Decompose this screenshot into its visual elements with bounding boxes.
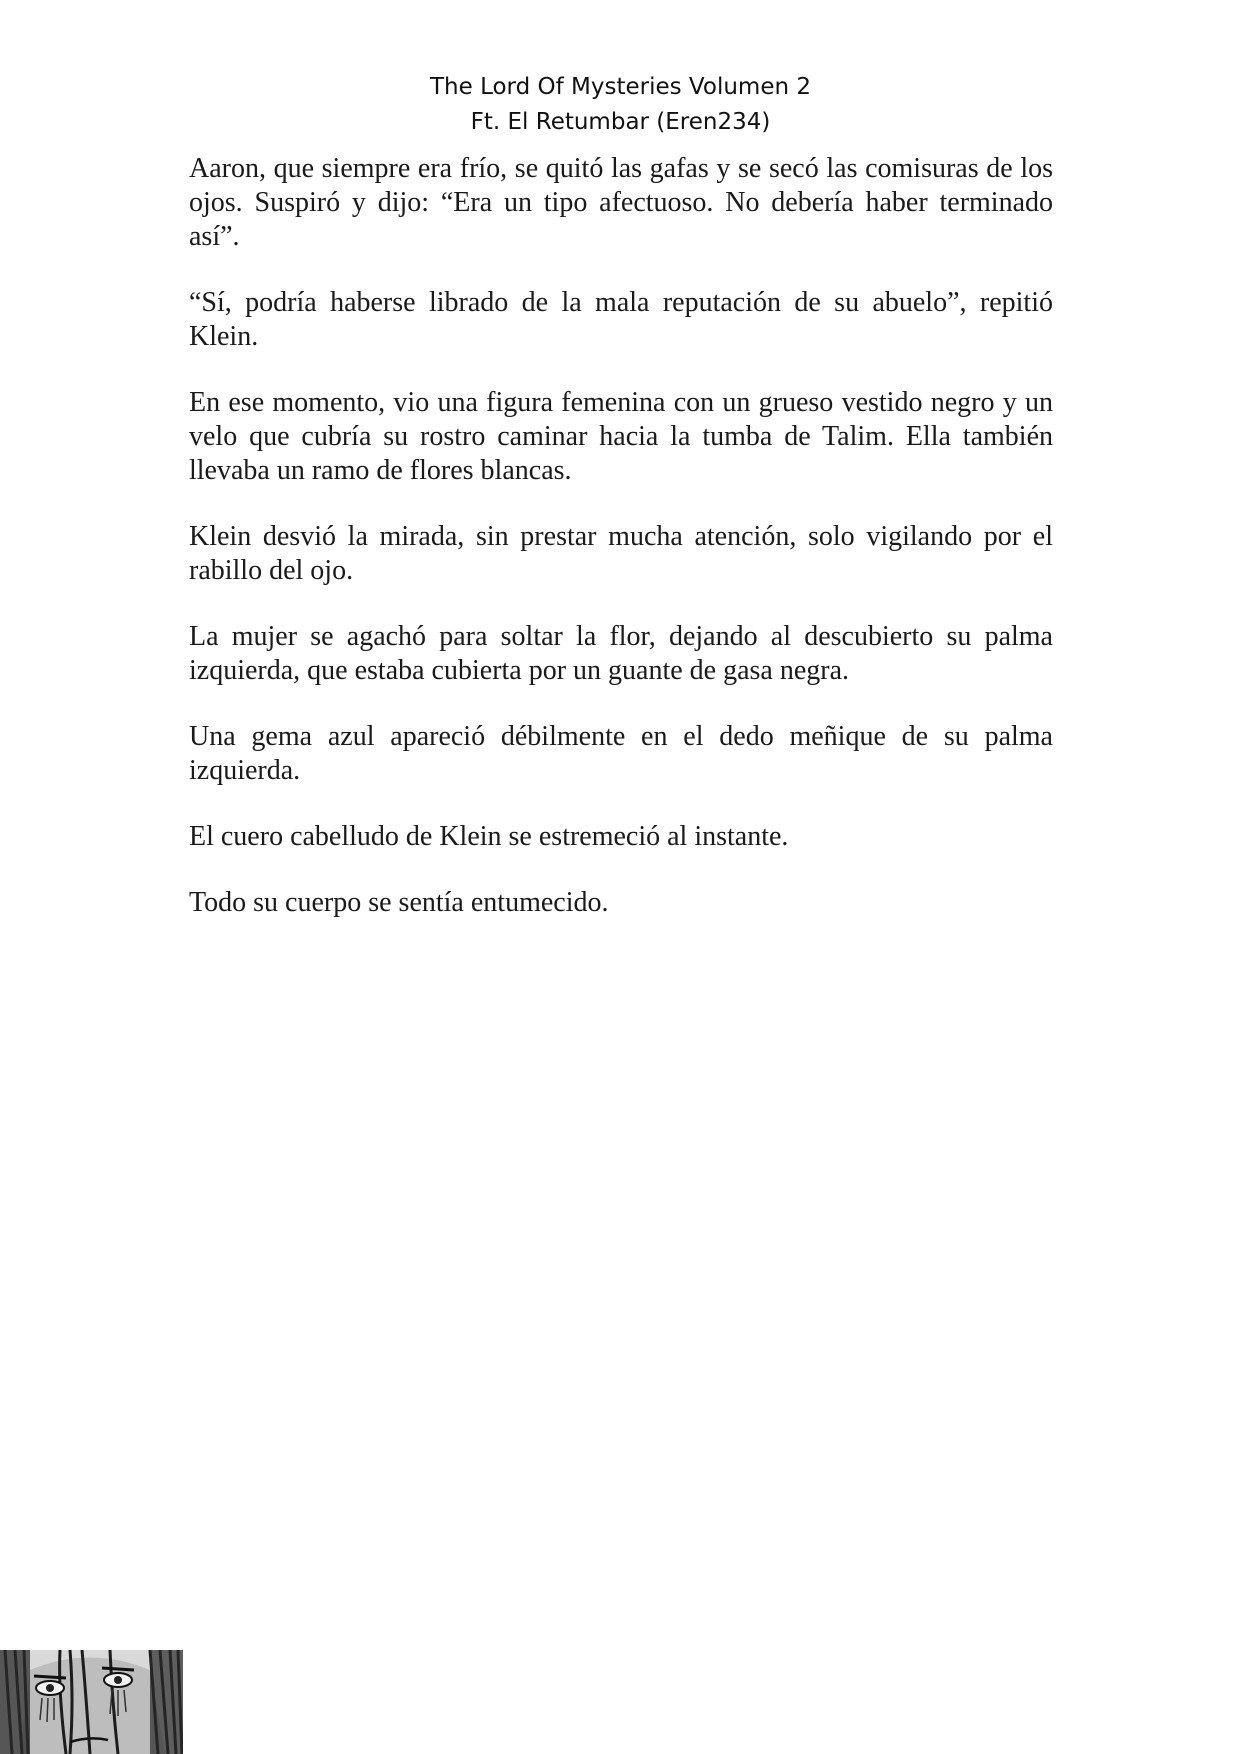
paragraph: En ese momento, vio una figura femenina con un grueso vestido negro y un velo que cubría su rostro caminar hacia la tumba de Talim. Ella también llevaba un ramo de flores blancas. [189, 387, 1053, 486]
paragraph: Una gema azul apareció débilmente en el dedo meñique de su palma izquierda. [189, 721, 1053, 786]
page-header [0, 70, 1241, 140]
paragraph: Todo su cuerpo se sentía entumecido. [189, 887, 609, 918]
paragraph: El cuero cabelludo de Klein se estremeció al instante. [189, 821, 789, 852]
paragraph: Klein desvió la mirada, sin prestar mucha atención, solo vigilando por el rabillo del ojo. [189, 521, 1053, 586]
paragraph: “Sí, podría haberse librado de la mala reputación de su abuelo”, repitió Klein. [189, 287, 1053, 352]
paragraph: Aaron, que siempre era frío, se quitó las gafas y se secó las comisuras de los ojos. Suspiró y dijo: “Era un tipo afectuoso. No debería haber terminado así”. [189, 153, 1053, 252]
body-text [189, 152, 1053, 952]
manga-face-illustration-icon [0, 1650, 183, 1754]
paragraph: La mujer se agachó para soltar la flor, dejando al descubierto su palma izquierda, que estaba cubierta por un guante de gasa negra. [189, 621, 1053, 686]
document-subtitle: Ft. El Retumbar (Eren234) [470, 109, 771, 135]
document-title: The Lord Of Mysteries Volumen 2 [429, 74, 811, 100]
